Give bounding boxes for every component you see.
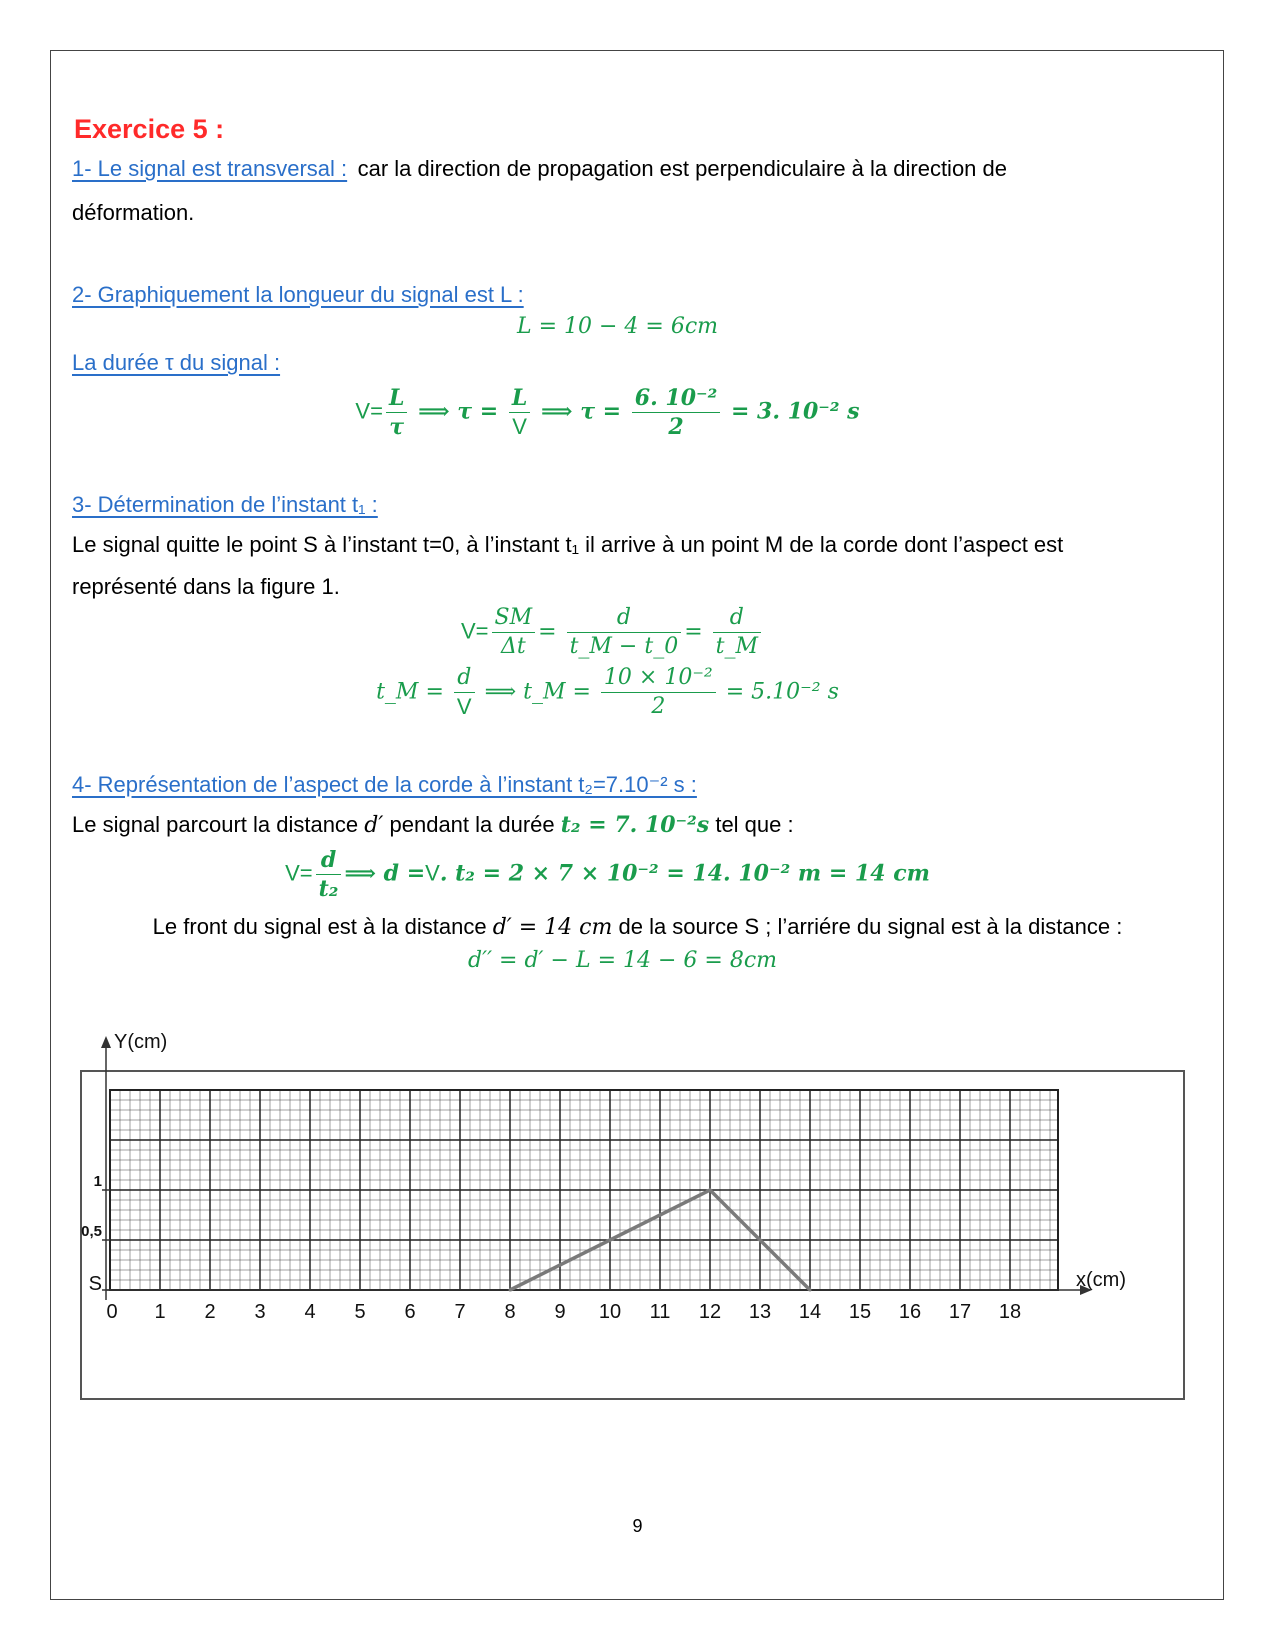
q1-text-a: car la direction de propagation est perpendiculaire à la direction de xyxy=(357,156,1008,181)
x-tick-label: 13 xyxy=(748,1301,772,1323)
x-tick-label: 1 xyxy=(154,1301,166,1323)
x-tick-label: 12 xyxy=(698,1301,722,1323)
q3-heading: 3- Détermination de l’instant t₁ : xyxy=(72,492,378,517)
x-tick-label: 7 xyxy=(454,1301,466,1323)
x-tick-label: 8 xyxy=(504,1301,516,1323)
page-number: 9 xyxy=(632,1516,643,1536)
signal-point xyxy=(709,1189,712,1192)
y-axis-label: Y(cm) xyxy=(114,1031,168,1053)
x-tick-label: 0 xyxy=(106,1301,118,1323)
exercise-title: Exercice 5 : xyxy=(74,114,225,144)
x-tick-label: 14 xyxy=(798,1301,822,1323)
x-tick-label: 6 xyxy=(404,1301,416,1323)
q2-subheading: La durée τ du signal : xyxy=(72,350,281,375)
q3-text-b: représenté dans la figure 1. xyxy=(72,574,340,599)
y-tick-label: 0,5 xyxy=(81,1223,102,1240)
q4-heading: 4- Représentation de l’aspect de la corde à l’instant t₂=7.10⁻² s : xyxy=(72,772,697,797)
x-tick-label: 5 xyxy=(354,1301,366,1323)
q3-text-a: Le signal quitte le point S à l’instant t=0, à l’instant t₁ il arrive à un point M de la corde dont l’aspect est xyxy=(72,532,1064,557)
signal-point xyxy=(809,1289,812,1292)
y-tick-label: 1 xyxy=(93,1173,102,1190)
x-tick-label: 17 xyxy=(948,1301,972,1323)
x-tick-label: 18 xyxy=(998,1301,1022,1323)
x-tick-label: 10 xyxy=(598,1301,622,1323)
q1-heading: 1- Le signal est transversal : xyxy=(72,156,348,181)
q4-eq1: V= $\frac{d}{\text{t₂}}$ ⟹ d =V. t₂ = 2 × 7 × 10⁻² = 14. 10⁻² m = 14 cm xyxy=(285,847,930,902)
signal-point xyxy=(759,1239,762,1242)
x-tick-label: 9 xyxy=(554,1301,566,1323)
signal-point xyxy=(509,1289,512,1292)
q2-heading: 2- Graphiquement la longueur du signal est L : xyxy=(72,282,524,307)
x-tick-label: 15 xyxy=(848,1301,872,1323)
x-tick-label: 4 xyxy=(304,1301,316,1323)
x-tick-label: 16 xyxy=(898,1301,922,1323)
q4-eq2: d′′ = d′ − L = 14 − 6 = 8cm xyxy=(467,948,778,973)
q1-text-b: déformation. xyxy=(72,200,195,225)
y-tick-label: S xyxy=(88,1273,102,1295)
q3-eq2: t_M = $\frac{d}{V}$ ⟹ t_M = $\frac{\text{10 × 10⁻²}}{2}$ = 5.10⁻² s xyxy=(376,665,839,719)
x-tick-label: 2 xyxy=(204,1301,216,1323)
q2-eq1: L = 10 − 4 = 6cm xyxy=(516,314,719,339)
y-axis-arrow xyxy=(101,1036,111,1048)
q2-eq2: V= $\frac{L}{\tau}$ ⟹ τ = $\frac{L}{V}$ ⟹ τ = $\frac{\text{6. 10⁻²}}{2}$ = 3. 10⁻² s xyxy=(355,385,860,440)
q4-text-b: Le front du signal est à la distance d′ = 14 cm de la source S ; l’arriére du signal est à la distance : xyxy=(152,914,1123,940)
q4-text-a: Le signal parcourt la distance d′ pendant la durée t₂ = 7. 10⁻²s tel que : xyxy=(72,812,794,838)
x-tick-label: 3 xyxy=(254,1301,266,1323)
q3-eq1: V= $\frac{SM}{\Delta t}$ = $\frac{d}{t\_M - t\_0}$ = $\frac{d}{t\_M}$ xyxy=(0,604,1250,661)
x-tick-label: 11 xyxy=(649,1301,671,1323)
signal-point xyxy=(609,1239,612,1242)
x-axis-label: x(cm) xyxy=(1076,1269,1126,1291)
